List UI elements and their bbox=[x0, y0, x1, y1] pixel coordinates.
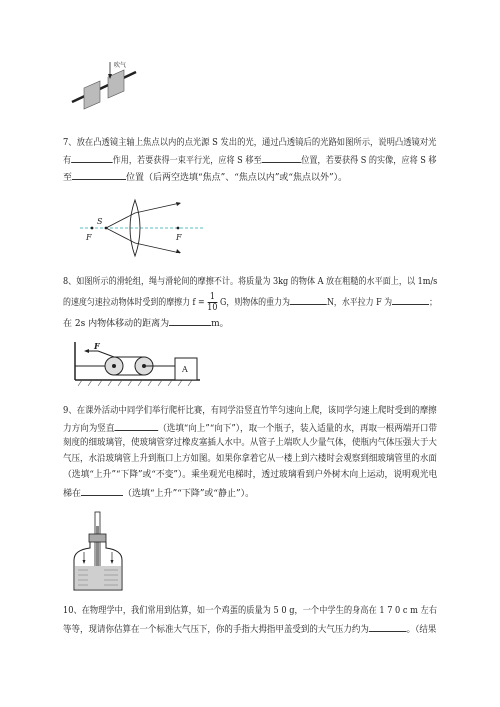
label-F-left: F bbox=[86, 233, 92, 242]
q10-line2 bbox=[63, 622, 436, 636]
q8-text: ； bbox=[429, 298, 438, 308]
fraction bbox=[207, 292, 217, 313]
blowing-papers-figure bbox=[70, 58, 140, 110]
q9-text: 力方向为竖直 bbox=[63, 424, 115, 434]
q10-text: 。（结果 bbox=[406, 625, 437, 635]
arrowhead bbox=[111, 560, 114, 564]
ray-arrow bbox=[176, 202, 181, 206]
q7-blank3[interactable] bbox=[72, 170, 126, 180]
q10-text: 等等，现请你估算在一个标准大气压下，你的手指大拇指甲盖受到的大气压力约为 bbox=[63, 625, 369, 635]
label-A: A bbox=[182, 365, 188, 374]
focus-left-point bbox=[91, 227, 94, 230]
q7-line3 bbox=[63, 170, 347, 184]
q8-blank1[interactable] bbox=[290, 295, 327, 305]
frac-den: 10 bbox=[207, 303, 218, 313]
blow-label: 吹气 bbox=[114, 62, 127, 69]
q9-text: （选填“向上”“向下”），取一个瓶子，装入适量的水，再取一根两端开口带 bbox=[158, 424, 438, 434]
q7-blank2[interactable] bbox=[262, 153, 302, 163]
pulley-left-hub bbox=[112, 364, 116, 368]
label-F: F bbox=[94, 341, 100, 351]
convex-lens-figure bbox=[80, 198, 205, 258]
q7-text: 作用，若要获得一束平行光，应将 S 移至 bbox=[112, 156, 262, 166]
q8-line2 bbox=[63, 292, 437, 314]
q9-text: （选填“上升”“下降”或“静止”）。 bbox=[123, 489, 255, 499]
q7-blank1[interactable] bbox=[71, 153, 113, 163]
q9-line6 bbox=[63, 486, 254, 500]
q9-line5: （选填“上升”“下降”或“不变”）。乘坐观光电梯时，透过玻璃看到户外树木向上运动，说明观光电 bbox=[63, 470, 438, 480]
q8-text: N，水平拉力 F 为 bbox=[326, 298, 393, 308]
q8-blank3[interactable] bbox=[169, 316, 211, 326]
rope-pull bbox=[98, 351, 114, 357]
ray-arrow bbox=[176, 249, 181, 253]
q7-text: 位置（后两空选填“焦点”、“焦点以内”或“焦点以外”）。 bbox=[126, 173, 348, 183]
ray-upper-out bbox=[135, 203, 180, 213]
pulley-figure bbox=[72, 342, 202, 388]
bottle-figure bbox=[70, 512, 126, 592]
q10-blank1[interactable] bbox=[369, 622, 407, 632]
ground-hatch bbox=[78, 380, 192, 386]
focus-right-point bbox=[177, 227, 180, 230]
q7-text: 至 bbox=[63, 173, 73, 183]
q8-text: G，则物体的重力为 bbox=[220, 298, 290, 308]
q8-text: m。 bbox=[211, 319, 229, 329]
q9-blank1[interactable] bbox=[114, 421, 158, 431]
q8-line3 bbox=[63, 316, 229, 330]
q8-text: 的速度匀速拉动物体时受到的摩擦力 f = bbox=[63, 298, 205, 308]
frac-num: 1 bbox=[207, 292, 217, 303]
rod bbox=[72, 72, 136, 102]
label-F-right: F bbox=[176, 233, 182, 242]
force-arrowhead bbox=[84, 349, 89, 353]
q9-line2 bbox=[63, 421, 437, 435]
q9-blank2[interactable] bbox=[81, 486, 123, 496]
q9-line4: 气压，水沿玻璃管上升到瓶口上方如图。如果你拿着它从一楼上到六楼时会观察到细玻璃管里的水面 bbox=[63, 454, 437, 464]
q10-line1: 10、在物理学中，我们常用到估算，如一个鸡蛋的质量为 5 0 g，一个中学生的身高在 1 7 0 c m 左右 bbox=[63, 606, 437, 616]
q7-line1: 7、放在凸透镜主轴上焦点以内的点光源 S 发出的光，通过凸透镜后的光路如图所示，说明凸透镜对光 bbox=[63, 138, 437, 148]
q8-blank2[interactable] bbox=[392, 295, 429, 305]
paper-left bbox=[84, 81, 100, 109]
q8-text: 在 2s 内物体移动的距离为 bbox=[63, 319, 170, 329]
source-s-point bbox=[105, 227, 108, 230]
q9-line1: 9、在课外活动中同学们举行爬杆比赛，有同学沿竖直竹竿匀速向上爬，该同学匀速上爬时受到的摩擦 bbox=[63, 406, 437, 416]
rubber-stopper bbox=[89, 534, 106, 542]
q9-line3: 刻度的细玻璃管，使玻璃管穿过橡皮塞插人水中。从管子上端吹人少量气体，使瓶内气体压强大于大 bbox=[63, 438, 437, 448]
arrowhead bbox=[83, 560, 86, 564]
bottle-water bbox=[75, 566, 121, 589]
q8-line1: 8、如图所示的滑轮组，绳与滑轮间的摩擦不计。将质量为 3kg 的物体 A 放在粗糙的水平面上，以 1m/s bbox=[63, 277, 438, 287]
q7-line2 bbox=[63, 153, 437, 167]
q7-text: 位置，若要获得 S 的实像，应将 S 移 bbox=[301, 156, 437, 166]
ray-lower-out bbox=[135, 243, 180, 253]
label-S: S bbox=[97, 217, 103, 226]
q9-text: 梯在 bbox=[63, 489, 82, 499]
q7-text: 有 bbox=[63, 156, 72, 166]
